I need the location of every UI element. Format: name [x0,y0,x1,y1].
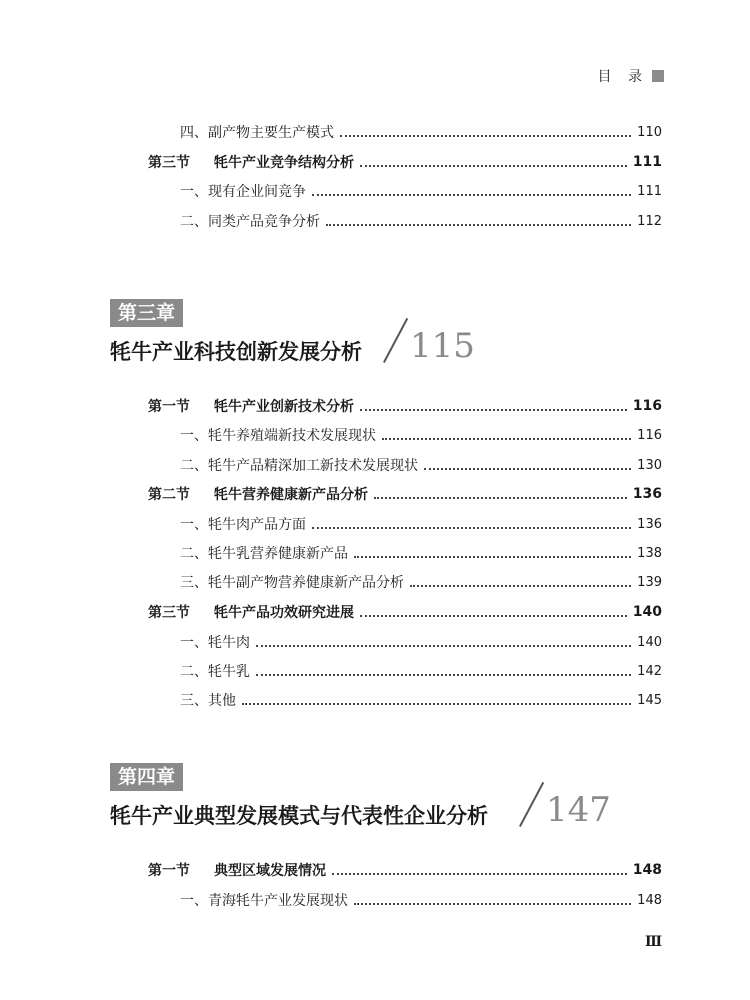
toc-section-heading [148,860,326,880]
chapter-page: 147 [546,790,611,830]
toc-entry-page: 140 [632,604,662,620]
toc-entry[interactable] [0,210,750,232]
leader-dots [332,872,627,875]
chapter-tag: 第四章 [110,763,183,791]
toc-entry[interactable] [0,121,750,143]
toc-section-heading [148,602,354,622]
section-number: 第二节 [148,487,190,503]
toc-section-entry[interactable] [0,395,750,417]
leader-dots [256,644,631,647]
toc-entry[interactable] [0,513,750,535]
toc-entry[interactable] [0,454,750,476]
section-label: 牦牛营养健康新产品分析 [214,487,368,503]
section-label: 典型区域发展情况 [214,863,326,879]
toc-entry-label: 三、牦牛副产物营养健康新产品分析 [180,575,404,591]
leader-dots [410,584,631,587]
section-label: 牦牛产业竞争结构分析 [214,155,354,171]
toc-section-entry[interactable] [0,151,750,173]
leader-dots [360,408,627,411]
leader-dots [326,223,631,226]
chapter-title[interactable]: 牦牛产业科技创新发展分析 [110,339,362,364]
toc-entry-label: 二、同类产品竞争分析 [180,214,320,230]
toc-entry-page: 145 [637,692,662,708]
leader-dots [242,702,631,705]
toc-entry-page: 111 [632,154,662,170]
section-number: 第三节 [148,605,190,621]
section-number: 第一节 [148,399,190,415]
toc-entry-label: 一、现有企业间竞争 [180,184,306,200]
toc-entry[interactable] [0,180,750,202]
toc-entry-label: 一、牦牛肉产品方面 [180,517,306,533]
toc-entry[interactable] [0,889,750,911]
header-title: 目 录 [597,69,648,85]
chapter-page: 115 [410,326,475,366]
toc-entry[interactable] [0,424,750,446]
toc-entry-page: 148 [632,862,662,878]
toc-entry-page: 136 [637,516,662,532]
section-number: 第三节 [148,155,190,171]
leader-dots [382,437,631,440]
toc-entry-page: 116 [637,427,662,443]
toc-entry-page: 111 [637,183,662,199]
leader-dots [424,467,631,470]
toc-entry[interactable] [0,571,750,593]
toc-entry-label: 一、牦牛养殖端新技术发展现状 [180,428,376,444]
toc-entry-page: 110 [637,124,662,140]
toc-entry-page: 140 [637,634,662,650]
toc-entry-label: 四、副产物主要生产模式 [180,125,334,141]
leader-dots [360,614,627,617]
toc-section-entry[interactable] [0,483,750,505]
toc-entry-label: 二、牦牛乳 [180,664,250,680]
leader-dots [374,496,627,499]
running-header [598,66,664,86]
chapter-title[interactable]: 牦牛产业典型发展模式与代表性企业分析 [110,803,488,828]
toc-entry-page: 139 [637,574,662,590]
toc-entry-page: 148 [637,892,662,908]
toc-entry-page: 112 [637,213,662,229]
toc-entry-label: 二、牦牛乳营养健康新产品 [180,546,348,562]
section-label: 牦牛产品功效研究进展 [214,605,354,621]
toc-entry-label: 一、牦牛肉 [180,635,250,651]
toc-entry[interactable] [0,542,750,564]
toc-section-heading [148,484,368,504]
toc-section-heading [148,152,354,172]
toc-section-heading [148,396,354,416]
leader-dots [340,134,631,137]
page-number: Ⅲ [644,934,662,950]
leader-dots [354,902,631,905]
toc-entry[interactable] [0,631,750,653]
toc-section-entry[interactable] [0,601,750,623]
toc-entry[interactable] [0,660,750,682]
toc-entry-page: 138 [637,545,662,561]
leader-dots [354,555,631,558]
leader-dots [360,164,627,167]
toc-entry[interactable] [0,689,750,711]
toc-entry-label: 二、牦牛产品精深加工新技术发展现状 [180,458,418,474]
toc-entry-label: 三、其他 [180,693,236,709]
leader-dots [256,673,631,676]
toc-entry-page: 142 [637,663,662,679]
toc-entry-label: 一、青海牦牛产业发展现状 [180,893,348,909]
chapter-tag: 第三章 [110,299,183,327]
chapter-divider-slash [383,318,408,363]
toc-entry-page: 116 [632,398,662,414]
section-number: 第一节 [148,863,190,879]
leader-dots [312,526,631,529]
toc-entry-page: 130 [637,457,662,473]
section-label: 牦牛产业创新技术分析 [214,399,354,415]
header-square-icon [652,70,664,82]
toc-section-entry[interactable] [0,859,750,881]
toc-entry-page: 136 [632,486,662,502]
chapter-divider-slash [519,782,544,827]
leader-dots [312,193,631,196]
